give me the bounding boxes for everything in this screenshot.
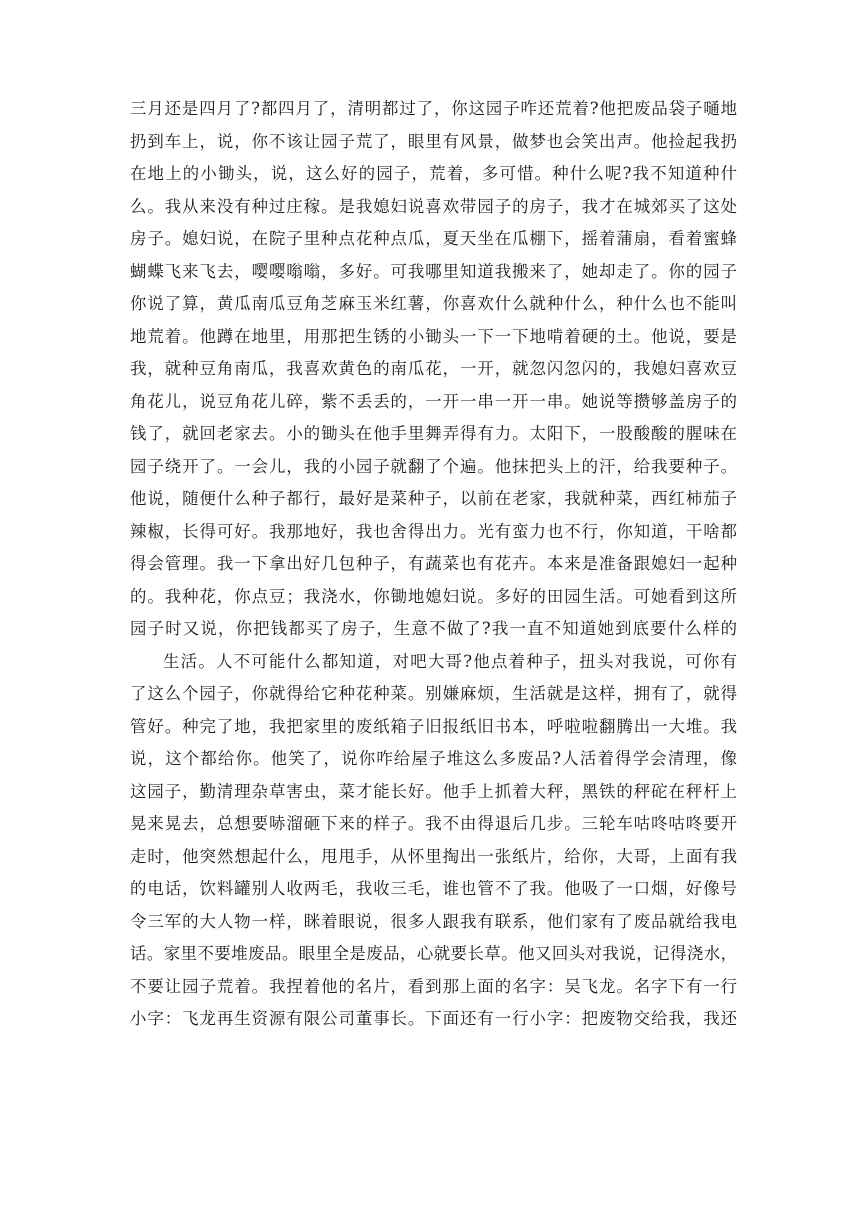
text-line: 钱了，就回老家去。小的锄头在他手里舞弄得有力。太阳下，一股酸酸的腥味在 [130,424,737,443]
text-line: 么。我从来没有种过庄稼。是我媳妇说喜欢带园子的房子，我才在城郊买了这处 [130,196,737,216]
text-line: 得会管理。我一下拿出好几包种子，有蔬菜也有花卉。本来是准备跟媳妇一起种 [130,554,737,573]
text-line: 这园子，勤清理杂草害虫，菜才能长好。他手上抓着大秤，黑铁的秤砣在秤杆上 [130,781,737,801]
text-line: 管好。种完了地，我把家里的废纸箱子旧报纸旧书本，呼啦啦翻腾出一大堆。我 [130,716,737,736]
text-line: 角花儿，说豆角花儿碎，紫不丢丢的，一开一串一开一串。她说等攒够盖房子的 [130,391,737,411]
text-line: 他说，随便什么种子都行，最好是菜种子，以前在老家，我就种菜，西红柿茄子 [130,489,737,508]
text-line: 园子时又说，你把钱都买了房子，生意不做了?我一直不知道她到底要什么样的 [130,619,737,638]
text-line: 三月还是四月了?都四月了，清明都过了，你这园子咋还荒着?他把废品袋子嗵地 [130,99,737,118]
text-line: 辣椒，长得可好。我那地好，我也舍得出力。光有蛮力也不行，你知道，干啥都 [130,521,737,541]
text-line: 不要让园子荒着。我捏着他的名片，看到那上面的名字：吴飞龙。名字下有一行 [130,976,737,996]
text-line: 说，这个都给你。他笑了，说你咋给屋子堆这么多废品?人活着得学会清理，像 [130,749,737,768]
text-line: 的电话，饮料罐别人收两毛，我收三毛，谁也管不了我。他吸了一口烟，好像号 [130,879,737,898]
text-line: 的。我种花，你点豆；我浇水，你锄地媳妇说。多好的田园生活。可她看到这所 [130,586,737,606]
text-line: 在地上的小锄头，说，这么好的园子，荒着，多可惜。种什么呢?我不知道种什 [130,164,737,183]
text-line: 扔到车上，说，你不该让园子荒了，眼里有风景，做梦也会笑出声。他捡起我扔 [130,131,737,151]
story-text [130,93,737,1036]
text-line: 走时，他突然想起什么，甩甩手，从怀里掏出一张纸片，给你，大哥，上面有我 [130,846,737,866]
text-line: 话。家里不要堆废品。眼里全是废品，心就要长草。他又回头对我说，记得浇水， [130,944,737,963]
text-line: 小字：飞龙再生资源有限公司董事长。下面还有一行小字：把废物交给我，我还 [130,1009,737,1028]
text-line: 晃来晃去，总想要哧溜砸下来的样子。我不由得退后几步。三轮车咕咚咕咚要开 [130,814,737,833]
text-line: 你说了算，黄瓜南瓜豆角芝麻玉米红薯，你喜欢什么就种什么，种什么也不能叫 [130,294,737,313]
text-line: 房子。媳妇说，在院子里种点花种点瓜，夏天坐在瓜棚下，摇着蒲扇，看着蜜蜂 [130,229,737,248]
text-line: 我，就种豆角南瓜，我喜欢黄色的南瓜花，一开，就忽闪忽闪的，我媳妇喜欢豆 [130,359,737,378]
text-line: 蝴蝶飞来飞去，嘤嘤嗡嗡，多好。可我哪里知道我搬来了，她却走了。你的园子 [130,261,737,281]
text-line: 了这么个园子，你就得给它种花种菜。别嫌麻烦，生活就是这样，拥有了，就得 [130,684,737,703]
paragraph-first-line: 生活。人不可能什么都知道，对吧大哥?他点着种子，扭头对我说，可你有 [163,651,737,671]
text-line: 地荒着。他蹲在地里，用那把生锈的小锄头一下一下地啃着硬的土。他说，要是 [130,326,737,346]
text-line: 令三军的大人物一样，眯着眼说，很多人跟我有联系，他们家有了废品就给我电 [130,911,737,931]
text-line: 园子绕开了。一会儿，我的小园子就翻了个遍。他抹把头上的汗，给我要种子。 [130,456,737,476]
